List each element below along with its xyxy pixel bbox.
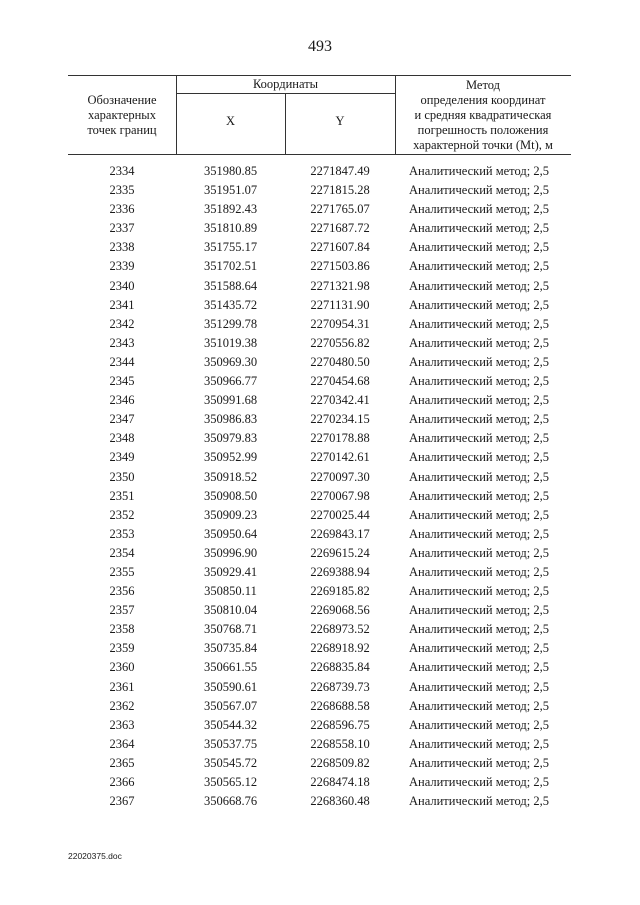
y-coordinate-cell: 2271503.86 xyxy=(310,259,370,274)
point-number-cell: 2364 xyxy=(109,736,135,751)
method-cell: Аналитический метод; 2,5 xyxy=(409,469,549,484)
table-row xyxy=(68,429,571,448)
y-coordinate-cell: 2268688.58 xyxy=(310,698,370,713)
method-header-line: Метод xyxy=(465,78,501,92)
method-cell: Аналитический метод; 2,5 xyxy=(409,698,549,713)
method-cell: Аналитический метод; 2,5 xyxy=(409,335,549,350)
table-row xyxy=(68,601,571,620)
table-row xyxy=(68,754,571,773)
point-number-cell: 2360 xyxy=(109,660,135,675)
point-number-cell: 2361 xyxy=(109,679,135,694)
method-cell: Аналитический метод; 2,5 xyxy=(409,221,549,236)
method-cell: Аналитический метод; 2,5 xyxy=(409,775,549,789)
y-coordinate-cell: 2271607.84 xyxy=(310,240,370,255)
x-coordinate-cell: 350952.99 xyxy=(203,450,258,465)
point-number-cell: 2367 xyxy=(109,794,135,809)
table-row xyxy=(68,487,571,506)
method-cell: Аналитический метод; 2,5 xyxy=(409,412,549,427)
method-cell: Аналитический метод; 2,5 xyxy=(409,736,549,751)
method-header-line: характерной точки (Mt), м xyxy=(413,138,553,152)
y-coordinate-cell: 2268558.10 xyxy=(310,736,370,751)
method-header-line: определения координат xyxy=(420,93,546,107)
x-coordinate-cell: 351588.64 xyxy=(203,278,258,293)
x-coordinate-cell: 350668.76 xyxy=(203,794,258,809)
point-number-cell: 2346 xyxy=(109,393,135,408)
method-header-line: и средняя квадратическая xyxy=(414,108,552,122)
table-row xyxy=(68,792,571,811)
point-number-cell: 2352 xyxy=(109,507,135,522)
x-coordinate-cell: 351299.78 xyxy=(203,316,258,331)
point-number-cell: 2350 xyxy=(109,469,135,484)
point-number-cell: 2348 xyxy=(109,431,135,446)
point-number-cell: 2356 xyxy=(109,584,135,599)
x-coordinate-cell: 350590.61 xyxy=(203,679,258,694)
y-coordinate-cell: 2270234.15 xyxy=(310,412,370,427)
coordinates-underline xyxy=(176,93,395,94)
method-cell: Аналитический метод; 2,5 xyxy=(409,507,549,522)
point-number-cell: 2338 xyxy=(109,240,135,255)
point-number-cell: 2353 xyxy=(109,526,135,541)
x-coordinate-cell: 351755.17 xyxy=(203,240,258,255)
coordinates-header: Координаты xyxy=(252,77,319,91)
x-coordinate-cell: 350966.77 xyxy=(203,374,258,389)
table-row xyxy=(68,544,571,563)
point-number-cell: 2339 xyxy=(109,259,135,274)
x-coordinate-cell: 350979.83 xyxy=(203,431,258,446)
method-cell: Аналитический метод; 2,5 xyxy=(409,755,549,770)
method-cell: Аналитический метод; 2,5 xyxy=(409,622,549,637)
table-row xyxy=(68,525,571,544)
point-number-cell: 2362 xyxy=(109,698,135,713)
table-row xyxy=(68,219,571,238)
method-header xyxy=(395,78,571,153)
y-coordinate-cell: 2269615.24 xyxy=(310,545,370,560)
point-number-cell: 2344 xyxy=(109,354,135,369)
y-coordinate-cell: 2271815.28 xyxy=(310,183,370,198)
table-row xyxy=(68,353,571,372)
method-cell: Аналитический метод; 2,5 xyxy=(409,564,549,579)
method-header-line: погрешность положения xyxy=(417,123,549,137)
method-cell: Аналитический метод; 2,5 xyxy=(409,584,549,599)
method-cell: Аналитический метод; 2,5 xyxy=(409,545,549,560)
method-cell: Аналитический метод; 2,5 xyxy=(409,259,549,274)
table-row xyxy=(68,620,571,639)
method-cell: Аналитический метод; 2,5 xyxy=(409,278,549,293)
y-coordinate-cell: 2271131.90 xyxy=(310,297,370,312)
point-number-cell: 2365 xyxy=(109,755,135,770)
table-row xyxy=(68,468,571,487)
x-coordinate-cell: 350909.23 xyxy=(203,507,258,522)
point-number-cell: 2363 xyxy=(109,717,135,732)
y-coordinate-cell: 2268360.48 xyxy=(310,794,370,809)
method-cell: Аналитический метод; 2,5 xyxy=(409,316,549,331)
y-coordinate-cell: 2270067.98 xyxy=(310,488,370,503)
method-cell: Аналитический метод; 2,5 xyxy=(409,183,549,198)
x-coordinate-cell: 350918.52 xyxy=(203,469,258,484)
x-coordinate-cell: 350850.11 xyxy=(204,584,257,599)
point-number-cell: 2359 xyxy=(109,641,135,656)
method-cell: Аналитический метод; 2,5 xyxy=(409,297,549,312)
method-cell: Аналитический метод; 2,5 xyxy=(409,431,549,446)
y-coordinate-cell: 2268835.84 xyxy=(310,660,370,675)
y-coordinate-cell: 2268918.92 xyxy=(310,641,370,656)
y-coordinate-cell: 2268739.73 xyxy=(310,679,370,694)
x-coordinate-cell: 350567.07 xyxy=(203,698,258,713)
point-number-cell: 2336 xyxy=(109,202,135,217)
table-body xyxy=(68,162,571,811)
method-cell: Аналитический метод; 2,5 xyxy=(409,660,549,675)
x-coordinate-cell: 350991.68 xyxy=(203,393,258,408)
point-number-cell: 2335 xyxy=(109,183,135,198)
x-coordinate-cell: 351980.85 xyxy=(203,164,258,178)
point-number-cell: 2349 xyxy=(109,450,135,465)
table-row xyxy=(68,257,571,276)
x-header: X xyxy=(225,114,236,128)
method-cell: Аналитический метод; 2,5 xyxy=(409,202,549,217)
y-coordinate-cell: 2268596.75 xyxy=(310,717,370,732)
y-coordinate-cell: 2269068.56 xyxy=(310,603,370,618)
x-coordinate-cell: 350565.12 xyxy=(203,775,258,789)
x-coordinate-cell: 351702.51 xyxy=(203,259,258,274)
method-cell: Аналитический метод; 2,5 xyxy=(409,526,549,541)
y-coordinate-cell: 2270454.68 xyxy=(310,374,370,389)
table-row xyxy=(68,334,571,353)
point-number-cell: 2347 xyxy=(109,412,135,427)
y-coordinate-cell: 2271321.98 xyxy=(310,278,370,293)
designation-header-text: Обозначение характерных точек границ xyxy=(87,93,157,137)
table-row xyxy=(68,563,571,582)
point-number-cell: 2355 xyxy=(109,564,135,579)
point-number-cell: 2354 xyxy=(109,545,135,560)
table-row xyxy=(68,238,571,257)
x-coordinate-cell: 350929.41 xyxy=(203,564,258,579)
document-filename: 22020375.doc xyxy=(68,851,122,861)
table-row xyxy=(68,506,571,525)
y-coordinate-cell: 2270142.61 xyxy=(310,450,370,465)
x-coordinate-cell: 350986.83 xyxy=(203,412,258,427)
y-coordinate-cell: 2271765.07 xyxy=(310,202,370,217)
x-coordinate-cell: 350768.71 xyxy=(203,622,258,637)
table-row xyxy=(68,735,571,754)
table-row xyxy=(68,697,571,716)
x-coordinate-cell: 351019.38 xyxy=(203,335,258,350)
point-number-cell: 2337 xyxy=(109,221,135,236)
y-coordinate-cell: 2268474.18 xyxy=(310,775,370,789)
x-coordinate-cell: 350908.50 xyxy=(203,488,258,503)
point-number-cell: 2351 xyxy=(109,488,135,503)
table-row xyxy=(68,448,571,467)
x-coordinate-cell: 350950.64 xyxy=(203,526,258,541)
x-coordinate-cell: 350810.04 xyxy=(203,603,258,618)
table-row xyxy=(68,410,571,429)
table-row xyxy=(68,181,571,200)
y-coordinate-cell: 2270097.30 xyxy=(310,469,370,484)
method-cell: Аналитический метод; 2,5 xyxy=(409,240,549,255)
y-coordinate-cell: 2269185.82 xyxy=(310,584,370,599)
method-cell: Аналитический метод; 2,5 xyxy=(409,374,549,389)
x-coordinate-cell: 350545.72 xyxy=(203,755,258,770)
table-row xyxy=(68,716,571,735)
point-number-cell: 2340 xyxy=(109,278,135,293)
y-coordinate-cell: 2271847.49 xyxy=(310,164,370,178)
table-row xyxy=(68,639,571,658)
x-coordinate-cell: 350969.30 xyxy=(203,354,258,369)
method-cell: Аналитический метод; 2,5 xyxy=(409,717,549,732)
point-number-cell: 2343 xyxy=(109,335,135,350)
x-coordinate-cell: 350735.84 xyxy=(203,641,258,656)
method-cell: Аналитический метод; 2,5 xyxy=(409,794,549,809)
y-coordinate-cell: 2270480.50 xyxy=(310,354,370,369)
table-header xyxy=(68,75,571,155)
method-cell: Аналитический метод; 2,5 xyxy=(409,641,549,656)
method-cell: Аналитический метод; 2,5 xyxy=(409,164,549,178)
x-coordinate-cell: 350544.32 xyxy=(203,717,258,732)
x-coordinate-cell: 351951.07 xyxy=(203,183,258,198)
y-coordinate-cell: 2271687.72 xyxy=(310,221,370,236)
method-cell: Аналитический метод; 2,5 xyxy=(409,488,549,503)
page-number: 493 xyxy=(308,38,332,55)
point-number-cell: 2334 xyxy=(109,164,135,178)
y-coordinate-cell: 2269843.17 xyxy=(310,526,370,541)
point-number-cell: 2357 xyxy=(109,603,135,618)
y-coordinate-cell: 2270954.31 xyxy=(310,316,370,331)
table-row xyxy=(68,582,571,601)
table-row xyxy=(68,372,571,391)
table-row xyxy=(68,658,571,677)
x-coordinate-cell: 350537.75 xyxy=(203,736,258,751)
designation-header xyxy=(68,93,176,138)
x-coordinate-cell: 350661.55 xyxy=(203,660,258,675)
y-coordinate-cell: 2270342.41 xyxy=(310,393,370,408)
point-number-cell: 2342 xyxy=(109,316,135,331)
x-coordinate-cell: 350996.90 xyxy=(203,545,258,560)
method-cell: Аналитический метод; 2,5 xyxy=(409,603,549,618)
x-coordinate-cell: 351810.89 xyxy=(203,221,258,236)
method-cell: Аналитический метод; 2,5 xyxy=(409,354,549,369)
x-coordinate-cell: 351892.43 xyxy=(203,202,258,217)
table-row xyxy=(68,296,571,315)
method-cell: Аналитический метод; 2,5 xyxy=(409,393,549,408)
table-row xyxy=(68,277,571,296)
method-cell: Аналитический метод; 2,5 xyxy=(409,679,549,694)
y-header: Y xyxy=(335,114,345,128)
y-coordinate-cell: 2268973.52 xyxy=(310,622,370,637)
y-coordinate-cell: 2270025.44 xyxy=(310,507,370,522)
x-coordinate-cell: 351435.72 xyxy=(203,297,258,312)
y-coordinate-cell: 2268509.82 xyxy=(310,755,370,770)
table-row xyxy=(68,315,571,334)
table-row xyxy=(68,200,571,219)
table-row xyxy=(68,391,571,410)
point-number-cell: 2358 xyxy=(109,622,135,637)
y-coordinate-cell: 2269388.94 xyxy=(310,564,370,579)
table-row xyxy=(68,773,571,792)
table-row xyxy=(68,162,571,181)
table-row xyxy=(68,678,571,697)
method-cell: Аналитический метод; 2,5 xyxy=(409,450,549,465)
y-coordinate-cell: 2270178.88 xyxy=(310,431,370,446)
y-coordinate-cell: 2270556.82 xyxy=(310,335,370,350)
point-number-cell: 2366 xyxy=(109,775,135,789)
point-number-cell: 2341 xyxy=(109,297,135,312)
point-number-cell: 2345 xyxy=(109,374,135,389)
